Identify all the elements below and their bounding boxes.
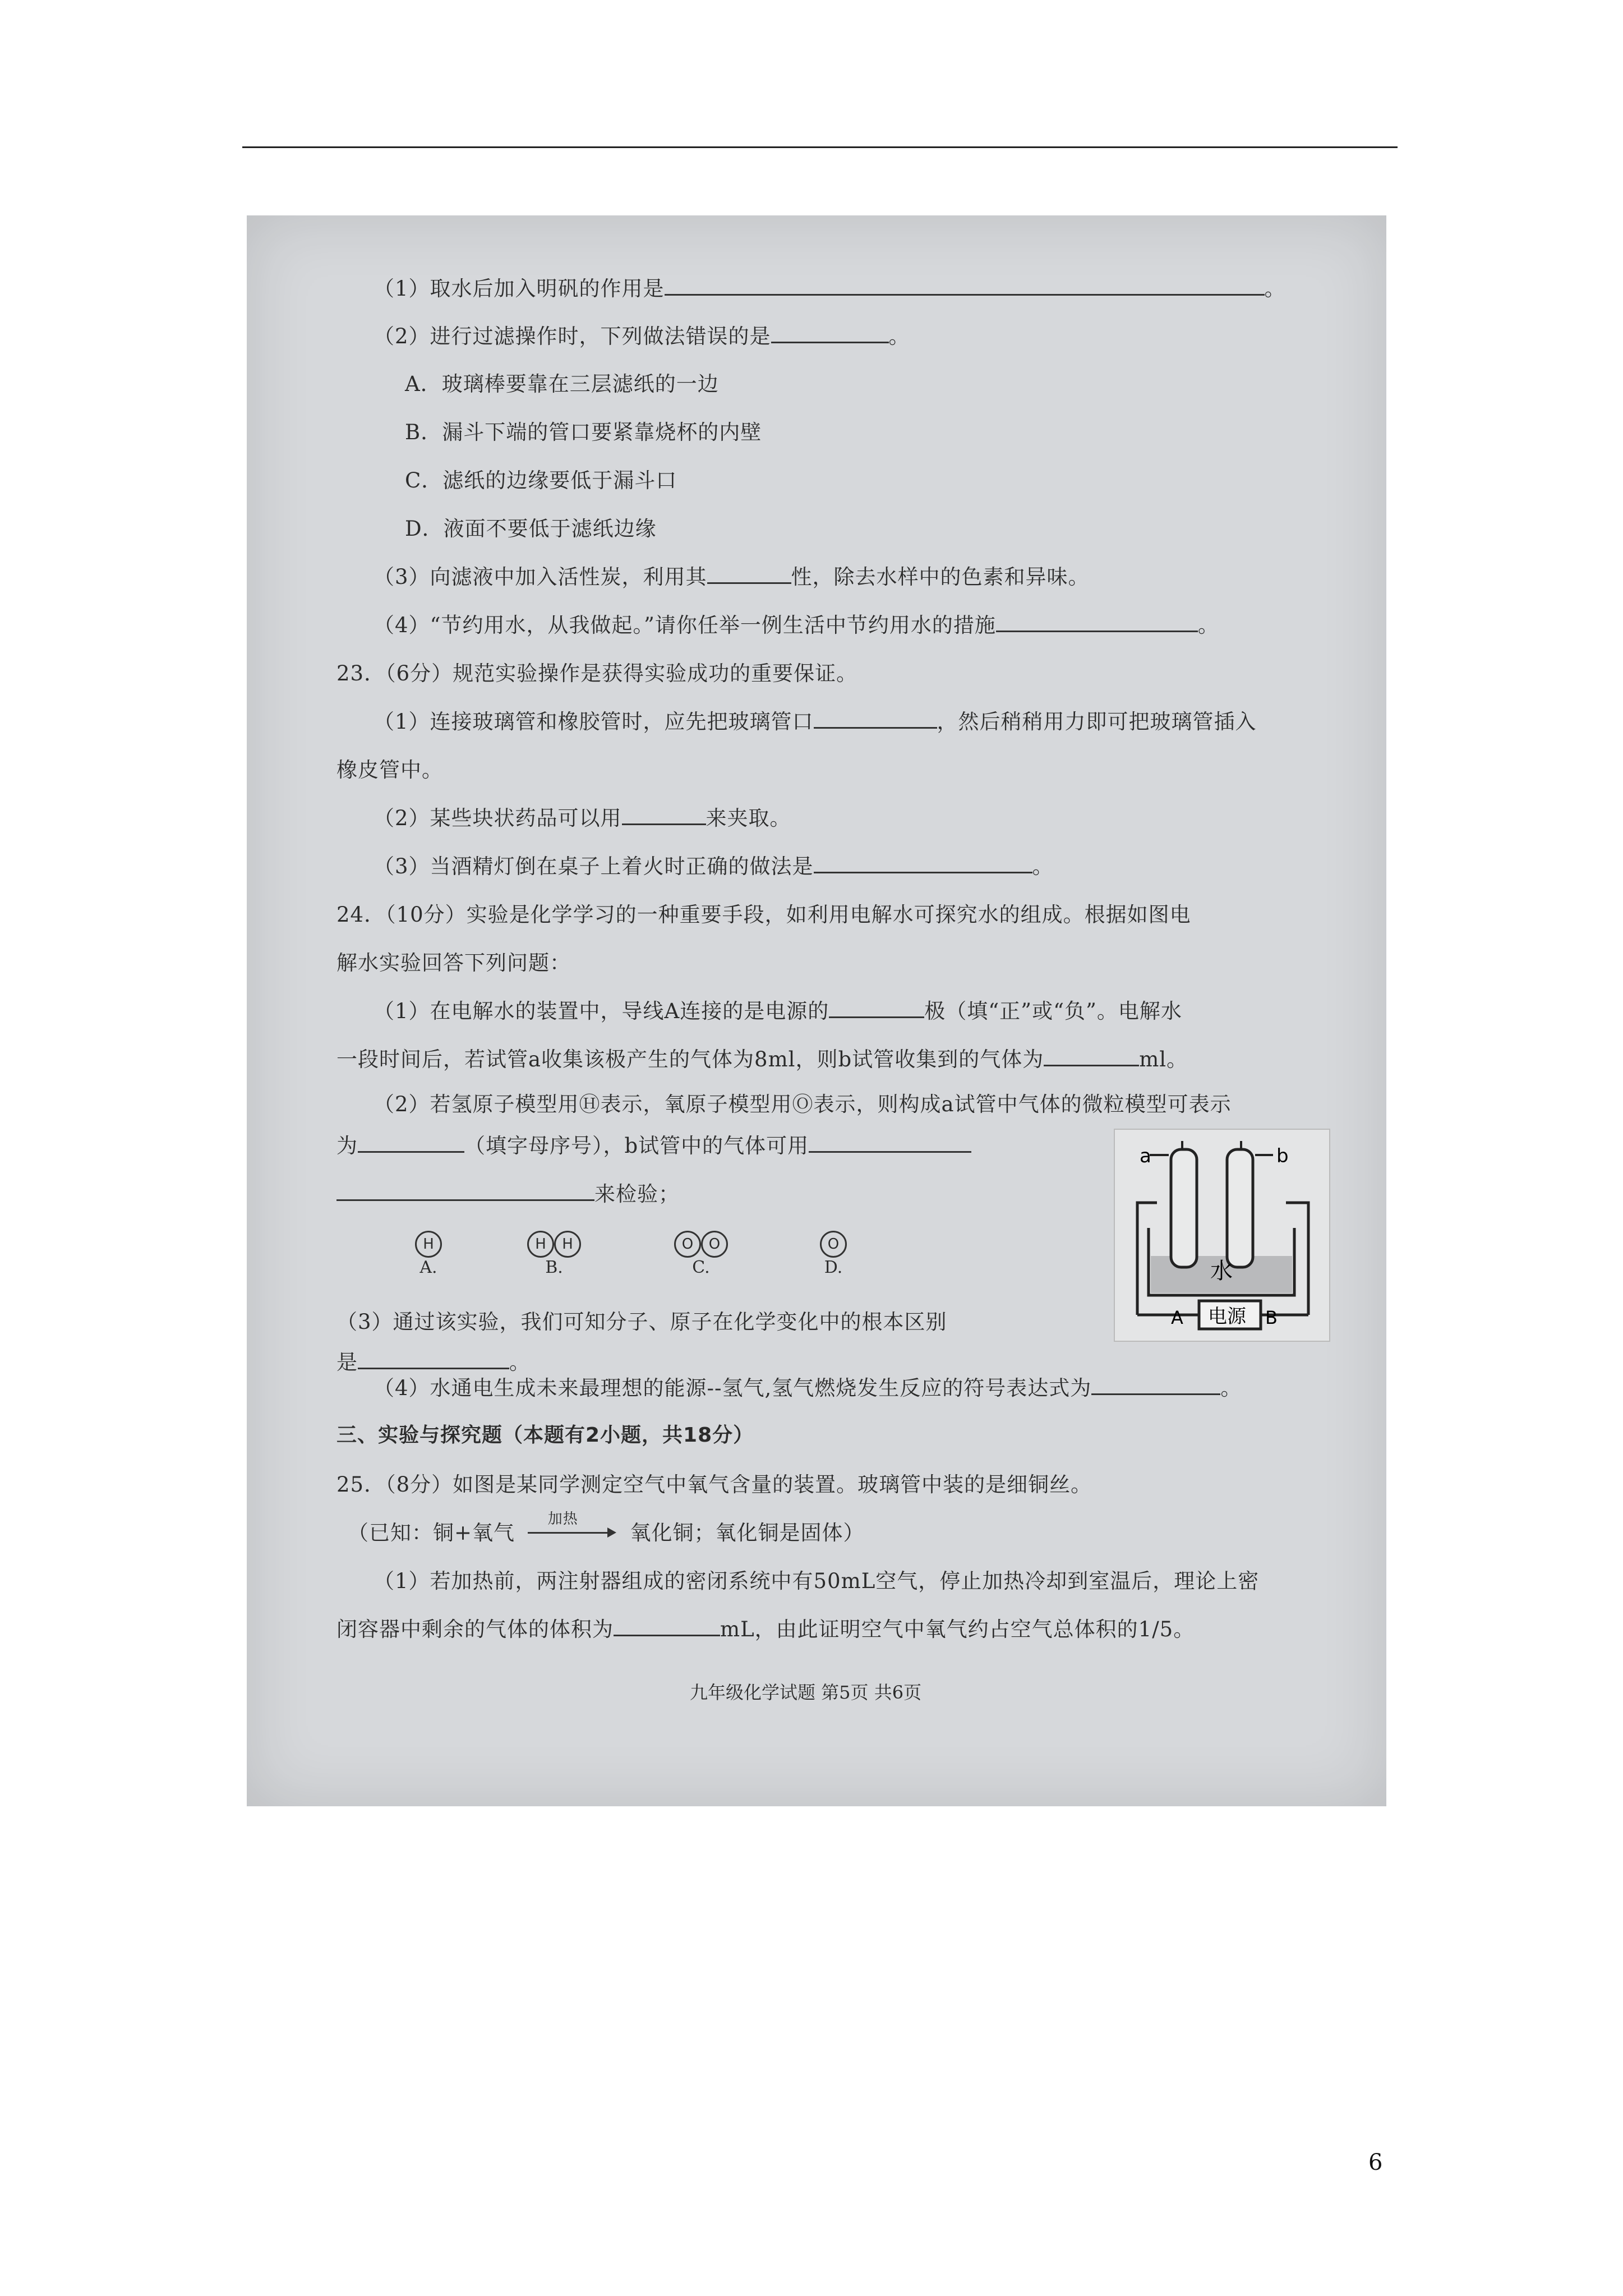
tube-a-label: a: [1140, 1145, 1151, 1167]
q22-1: （1）取水后加入明矾的作用是 。: [374, 277, 1286, 301]
option-d: D．液面不要低于滤纸边缘: [405, 517, 657, 541]
section-three-heading: 三、实验与探究题（本题有2小题，共18分）: [336, 1424, 754, 1447]
q25-known: （已知：铜+氧气 加热 氧化铜；氧化铜是固体）: [348, 1511, 865, 1545]
model-a: H A.: [415, 1231, 442, 1277]
q24-1: （1）在电解水的装置中，导线A连接的是电源的 极（填“正”或“负”。电解水: [374, 999, 1182, 1023]
electrolysis-figure: [1115, 1130, 1329, 1341]
model-c: O O C.: [674, 1231, 728, 1277]
q23-1-cont: 橡皮管中。: [336, 758, 443, 782]
q24-2-cont: 为 （填字母序号），b试管中的气体可用: [336, 1129, 971, 1159]
photo-footer: 九年级化学试题 第5页 共6页: [690, 1682, 922, 1703]
wire-b-label: B: [1265, 1307, 1278, 1328]
option-c: C．滤纸的边缘要低于漏斗口: [405, 468, 677, 493]
q24-2-cont2: 来检验；: [336, 1177, 680, 1207]
q22-3: （3）向滤液中加入活性炭，利用其 性，除去水样中的色素和异味。: [374, 565, 1090, 589]
particle-models: [415, 1231, 976, 1298]
q22-2: （2）进行过滤操作时，下列做法错误的是 。: [374, 324, 910, 348]
tube-b-label: b: [1276, 1145, 1289, 1167]
water-label: 水: [1210, 1258, 1233, 1284]
wire-a-label: A: [1171, 1307, 1183, 1328]
heating-arrow: 加热: [528, 1520, 617, 1540]
q24-title: 24．（10分）实验是化学学习的一种重要手段，如利用电解水可探究水的组成。根据如图电: [336, 903, 1191, 927]
q24-3-cont: 是 。: [336, 1350, 531, 1374]
q23-2: （2）某些块状药品可以用 来夹取。: [374, 806, 791, 830]
q22-4: （4）“节约用水，从我做起。”请你任举一例生活中节约用水的措施 。: [374, 613, 1219, 637]
q23-title: 23．（6分）规范实验操作是获得实验成功的重要保证。: [336, 661, 858, 685]
model-b: H H B.: [527, 1231, 581, 1277]
q25-1-cont: 闭容器中剩余的气体的体积为 mL，由此证明空气中氧气约占空气总体积的1/5。: [336, 1617, 1195, 1641]
option-b: B．漏斗下端的管口要紧靠烧杯的内壁: [405, 420, 762, 444]
header-rule: [242, 146, 1398, 148]
q23-3: （3）当酒精灯倒在桌子上着火时正确的做法是 。: [374, 854, 1054, 878]
q24-title-cont: 解水实验回答下列问题：: [336, 951, 571, 975]
q24-2: （2）若氢原子模型用Ⓗ表示，氧原子模型用Ⓞ表示，则构成a试管中气体的微粒模型可表示: [374, 1092, 1232, 1116]
model-d: O D.: [820, 1231, 847, 1277]
power-label: 电源: [1208, 1305, 1246, 1328]
option-a: A．玻璃棒要靠在三层滤纸的一边: [405, 372, 719, 396]
q23-1: （1）连接玻璃管和橡胶管时，应先把玻璃管口 ，然后稍稍用力即可把玻璃管插入: [374, 710, 1257, 734]
q24-1-cont: 一段时间后，若试管a收集该极产生的气体为8ml，则b试管收集到的气体为 ml。: [336, 1047, 1188, 1071]
q24-3: （3）通过该实验，我们可知分子、原子在化学变化中的根本区别: [336, 1310, 947, 1334]
page-number: 6: [1368, 2150, 1383, 2175]
scanned-exam-page: [247, 215, 1386, 1806]
q25-title: 25．（8分）如图是某同学测定空气中氧气含量的装置。玻璃管中装的是细铜丝。: [336, 1473, 1092, 1497]
q24-4: （4）水通电生成未来最理想的能源--氢气,氢气燃烧发生反应的符号表达式为 。: [374, 1376, 1242, 1400]
electrolysis-apparatus-diagram: [1114, 1129, 1330, 1342]
q25-1: （1）若加热前，两注射器组成的密闭系统中有50mL空气，停止加热冷却到室温后，理论上密: [374, 1569, 1260, 1593]
